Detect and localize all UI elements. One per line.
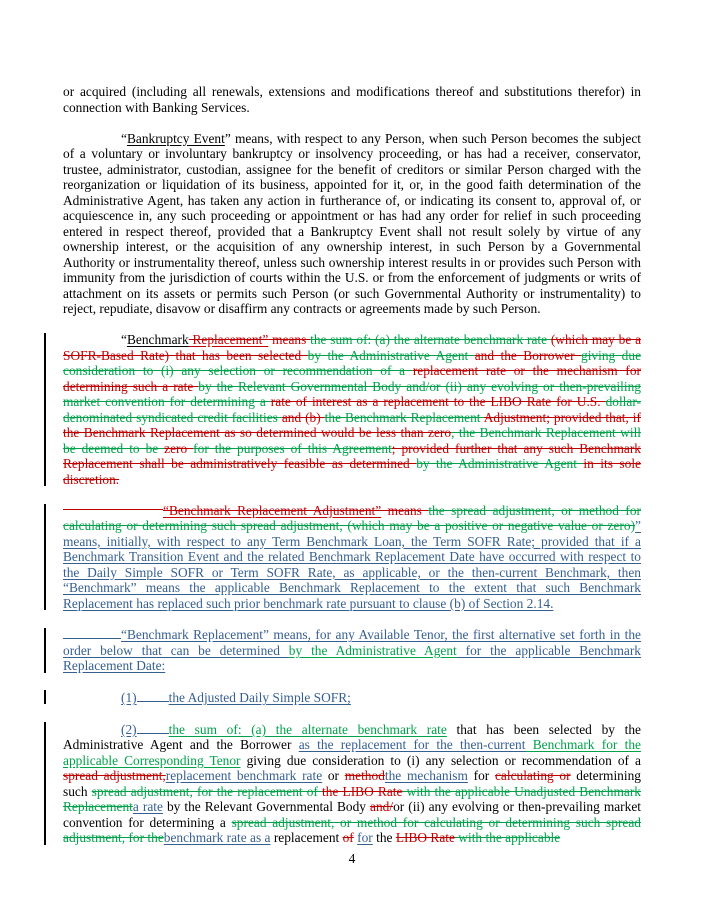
text-run: and (b)	[281, 409, 325, 425]
paragraph-text	[63, 722, 641, 846]
text-run: by the Administrative Agent	[307, 347, 475, 363]
text-run: method	[344, 768, 385, 784]
text-run: spread adjustment, for the replacement of	[91, 783, 323, 799]
page-number: 4	[348, 851, 356, 866]
tab-spacer	[137, 721, 169, 734]
text-run: , the Benchmark Replacement will be deemed to be	[63, 425, 642, 456]
text-run: Benchmark	[126, 332, 189, 347]
tab-spacer	[137, 689, 169, 702]
text-run: giving due consideration to (i) any selection or recommendation of a	[240, 752, 641, 768]
text-run: for the purposes of this Agreement	[193, 440, 392, 456]
text-run: spread adjustment, or method for calculating or determining such spread adjustment, for the	[63, 814, 641, 846]
text-run: “	[121, 332, 127, 347]
text-run: the Adjusted Daily Simple SOFR;	[168, 689, 351, 705]
text-run: a rate	[132, 799, 163, 815]
text-run: Adjustment; provided that, if the Benchmark Replacement as so determined would be less than zero	[63, 409, 641, 440]
text-run: with the applicable	[454, 830, 561, 846]
text-run: or	[322, 768, 345, 784]
text-run: replacement benchmark rate	[165, 768, 323, 784]
text-run: ” means, initially, with respect to any Term Benchmark Loan, the Term SOFR Rate; provided that if a Benchmark Transition Event and the related Benchmark Replacement Date have occurred with respect to the Daily Simple SOFR or Term SOFR Rate, as applicable, or the then-current Benchmark, then “Benchmark” means the applicable Benchmark Replacement to the extent that such Benchmark Replacement has replaced such prior benchmark rate pursuant to clause (b) of Section 2.14.	[63, 518, 641, 611]
text-run: the mechanism	[384, 768, 468, 784]
text-run: with the applicable Unadjusted Benchmark Replacement	[63, 783, 641, 815]
text-run: rate of interest as a replacement to the LIBO Rate for U.S.	[270, 394, 606, 409]
text-run: of	[342, 830, 354, 846]
text-run: LIBO Rate	[395, 830, 455, 846]
text-run: the sum of: (a) the alternate benchmark rate	[168, 721, 447, 737]
tab-spacer	[63, 627, 121, 640]
text-run: or (ii) any evolving or then-prevailing market convention for determining a	[63, 799, 642, 830]
text-run: or acquired (including all renewals, extensions and modifications thereof and substitutions therefor) in connection with Banking Services.	[63, 84, 641, 115]
text-run: replacement	[270, 830, 343, 846]
text-run: by the Administrative Agent	[288, 642, 457, 658]
text-run: “Benchmark Replacement” means, for any Available Tenor, the first alternative set forth in the order below that can be determined	[63, 627, 641, 658]
text-run: giving due consideration to (i) any selection or recommendation of a	[63, 347, 642, 378]
paragraph-text	[63, 84, 641, 115]
text-run: (2)	[121, 721, 137, 737]
text-run: in its sole discretion.	[63, 456, 641, 487]
text-run: the	[372, 830, 396, 846]
text-run: as the replacement for the then-current	[298, 737, 526, 753]
document-body	[63, 84, 641, 846]
definition-benchmark-replacement-new	[63, 627, 641, 674]
text-run: by the Relevant Governmental Body	[162, 799, 370, 815]
text-run: by the Relevant Governmental Body and/or (ii) any evolving or then-prevailing market convention for determining a	[63, 378, 641, 409]
definition-benchmark-replacement-deleted	[63, 332, 641, 487]
text-run: the sum of: (a) the alternate benchmark rate	[310, 332, 551, 347]
text-run: and the Borrower	[474, 347, 582, 363]
text-run: the LIBO Rate	[322, 783, 403, 799]
paragraph-text	[63, 503, 641, 611]
text-run: “Benchmark Replacement Adjustment”	[163, 502, 382, 518]
text-run: by the Administrative Agent	[416, 456, 584, 471]
text-run: for	[467, 768, 495, 784]
text-run: that has been selected by the Administrative Agent and the Borrower	[63, 721, 641, 753]
text-run: and/	[370, 799, 394, 815]
text-run: Bankruptcy Event	[126, 130, 225, 146]
paragraph-text	[63, 332, 641, 487]
paragraph-text	[63, 131, 641, 317]
tab-spacer	[63, 505, 163, 514]
text-run: zero	[164, 440, 194, 456]
paragraph-text	[63, 690, 351, 705]
text-run: means	[268, 332, 311, 347]
text-run: Replacement”	[188, 332, 269, 347]
change-bar	[44, 722, 46, 845]
change-bar	[44, 690, 46, 704]
change-bar	[44, 333, 46, 486]
text-run: replacement rate or the mechanism for determining such a rate	[63, 363, 641, 394]
text-run: spread adjustment,	[63, 768, 166, 784]
text-run: for	[357, 830, 373, 846]
paragraph-acquired-continuation	[63, 84, 641, 115]
text-run: the Benchmark Replacement	[324, 409, 484, 425]
definition-bankruptcy-event	[63, 131, 641, 317]
text-run: “	[121, 130, 127, 146]
text-run: calculating or	[494, 768, 571, 784]
text-run: for the applicable Benchmark Replacement Date:	[63, 642, 641, 674]
list-item-2	[63, 721, 641, 846]
text-run: ; provided further that any such Benchmark Replacement shall be administratively feasible as determined	[63, 440, 641, 471]
text-run: Benchmark for the applicable Corresponding Tenor	[63, 737, 642, 768]
paragraph-text	[63, 627, 641, 673]
text-run: the spread adjustment, or method for calculating or determining such spread adjustment, (which may be a positive or negative value or zero)	[63, 502, 641, 533]
definition-benchmark-replacement-adjustment	[63, 503, 641, 612]
text-run: means	[381, 502, 429, 518]
change-bar	[44, 628, 46, 673]
text-run: benchmark rate as a	[163, 830, 271, 846]
change-bar	[44, 504, 46, 611]
text-run: dollar-denominated syndicated credit facilities	[63, 394, 641, 425]
list-item-1	[63, 689, 641, 705]
text-run: (which may be a SOFR-Based Rate) that has been selected	[63, 332, 642, 363]
text-run: ” means, with respect to any Person, when such Person becomes the subject of a voluntary or involuntary bankruptcy or insolvency proceeding, or has had a receiver, conservator, trustee, administrator, custodian, assignee for the benefit of creditors or similar Person charged with the reorganization or liquidation of its business, appointed for it, or, in the good faith determination of the Administrative Agent, has taken any action in furtherance of, or indicating its consent to, approval of, or acquiescence in, any such proceeding or appointment or has had any order for relief in such proceeding entered in respect thereof, provided that a Bankruptcy Event shall not result solely by virtue of any ownership interest, or the acquisition of any ownership interest, in such Person by a Governmental Authority or instrumentality thereof, unless such ownership interest results in or provides such Person with immunity from the jurisdiction of courts within the U.S. or from the enforcement of judgments or writs of attachment on its assets or permits such Person (or such Governmental Authority or instrumentality) to reject, repudiate, disavow or disaffirm any contracts or agreements made by such Person.	[63, 130, 641, 316]
text-run: (1)	[121, 689, 137, 705]
text-run: determining such	[63, 768, 641, 799]
